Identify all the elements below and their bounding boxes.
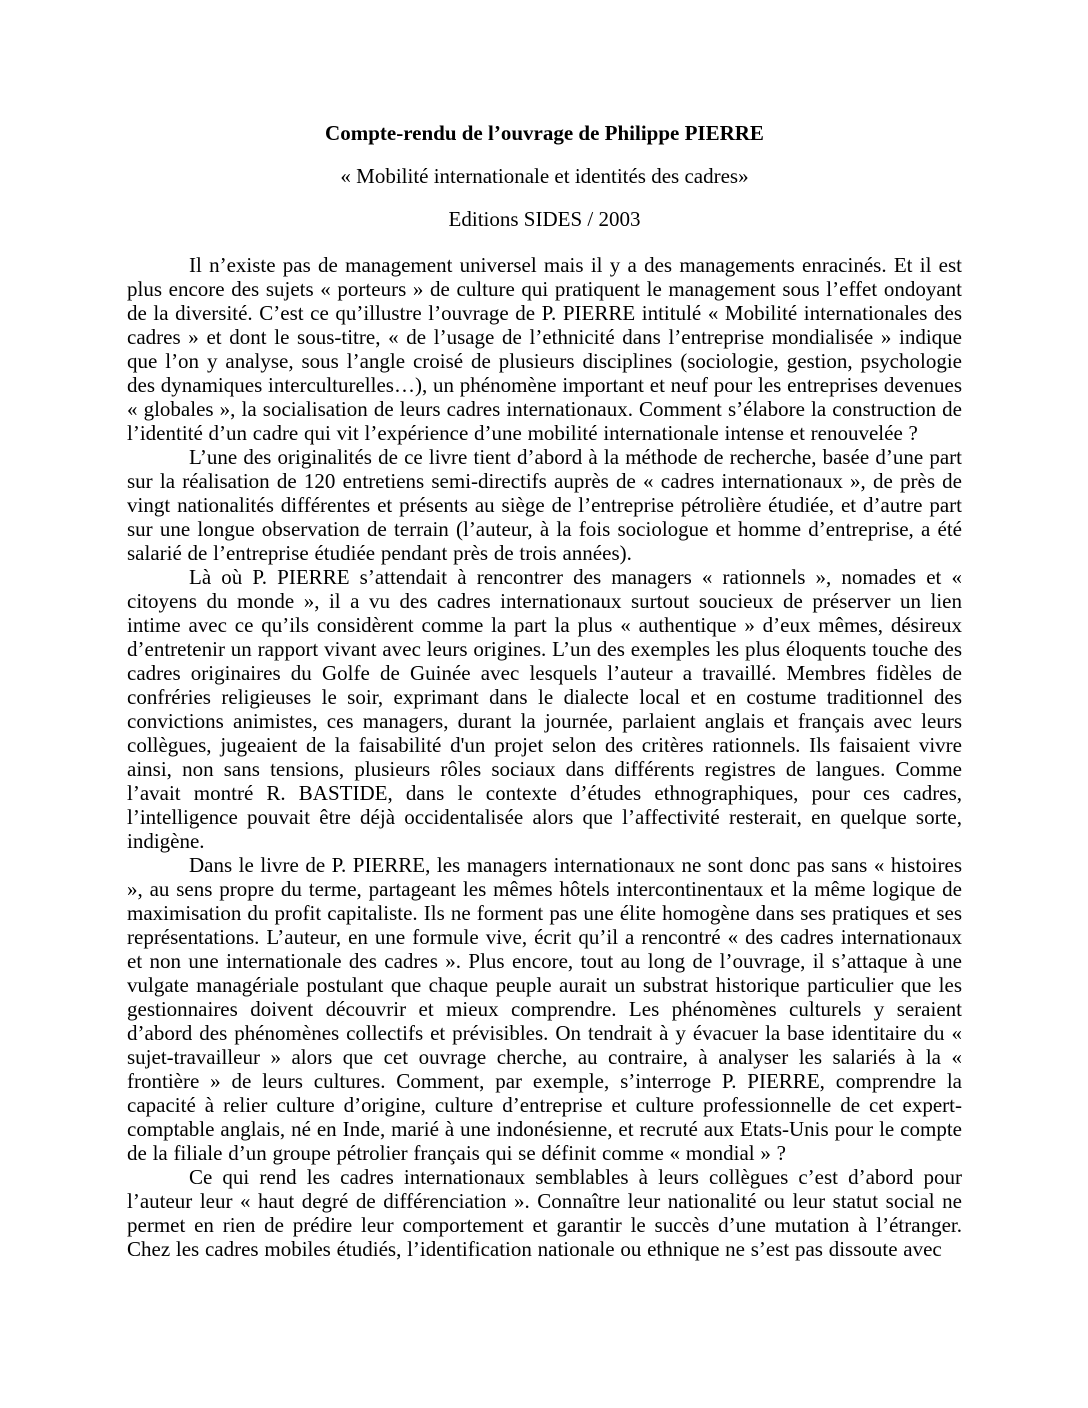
paragraph-4: Dans le livre de P. PIERRE, les managers internationaux ne sont donc pas sans « histoires », au sens propre du terme, partageant les mêmes hôtels intercontinentaux et la même logique de maximisation du profit capitaliste. Ils ne forment pas une élite homogène dans ses pratiques et ses représentations. L’auteur, en une formule vive, écrit qu’il a rencontré « des cadres internationaux et non une internationale des cadres ». Plus encore, tout au long de l’ouvrage, il s’attaque à une vulgate managériale postulant que chaque peuple aurait un substrat historique particulier que les gestionnaires doivent découvrir et mieux comprendre. Les phénomènes culturels y seraient d’abord des phénomènes collectifs et prévisibles. On tendrait à y évacuer la base identitaire du « sujet-travailleur » alors que cet ouvrage cherche, au contraire, à analyser les salariés à la « frontière » de leurs cultures. Comment, par exemple, s’interroge P. PIERRE, comprendre la capacité à relier culture d’origine, culture d’entreprise et culture professionnelle de cet expert-comptable anglais, né en Inde, marié à une indonésienne, et recruté aux Etats-Unis pour le compte de la filiale d’un groupe pétrolier français qui se définit comme « mondial » ? (127, 853, 962, 1165)
edition-line: Editions SIDES / 2003 (448, 207, 641, 231)
document-subtitle: « Mobilité internationale et identités des cadres» (340, 164, 749, 188)
document-title: Compte-rendu de l’ouvrage de Philippe PIERRE (325, 121, 764, 145)
paragraph-5: Ce qui rend les cadres internationaux semblables à leurs collègues c’est d’abord pour l’auteur leur « haut degré de différenciation ». Connaître leur nationalité ou leur statut social ne permet en rien de prédire leur comportement et garantir le succès d’une mutation à l’étranger. Chez les cadres mobiles étudiés, l’identification nationale ou ethnique ne s’est pas dissoute avec (127, 1165, 962, 1261)
paragraph-3: Là où P. PIERRE s’attendait à rencontrer des managers « rationnels », nomades et « citoyens du monde », il a vu des cadres internationaux surtout soucieux de préserver un lien intime avec ce qu’ils considèrent comme la part la plus « authentique » d’eux mêmes, désireux d’entretenir un rapport vivant avec leurs origines. L’un des exemples les plus éloquents touche des cadres originaires du Golfe de Guinée avec lesquels l’auteur a travaillé. Membres fidèles de confréries religieuses le soir, exprimant dans le dialecte local et en costume traditionnel des convictions animistes, ces managers, durant la journée, parlaient anglais et français avec leurs collègues, jugeaient de la faisabilité d'un projet selon des critères rationnels. Ils faisaient vivre ainsi, non sans tensions, plusieurs rôles sociaux dans différents registres de langues. Comme l’avait montré R. BASTIDE, dans le contexte d’études ethnographiques, pour ces cadres, l’intelligence pouvait être déjà occidentalisée alors que l’affectivité resterait, en quelque sorte, indigène. (127, 565, 962, 853)
paragraph-1: Il n’existe pas de management universel mais il y a des managements enracinés. Et il est plus encore des sujets « porteurs » de culture qui pratiquent le management sous l’effet ondoyant de la diversité. C’est ce qu’illustre l’ouvrage de P. PIERRE intitulé « Mobilité internationales des cadres » et dont le sous-titre, « de l’usage de l’ethnicité dans l’entreprise mondialisée » indique que l’on y analyse, sous l’angle croisé de plusieurs disciplines (sociologie, gestion, psychologie des dynamiques interculturelles…), un phénomène important et neuf pour les entreprises devenues « globales », la socialisation de leurs cadres internationaux. Comment s’élabore la construction de l’identité d’un cadre qui vit l’expérience d’une mobilité internationale intense et renouvelée ? (127, 253, 962, 445)
paragraph-2: L’une des originalités de ce livre tient d’abord à la méthode de recherche, basée d’une part sur la réalisation de 120 entretiens semi-directifs auprès de « cadres internationaux », de près de vingt nationalités différentes et présents au siège de l’entreprise pétrolière étudiée, et d’autre part sur une longue observation de terrain (l’auteur, à la fois sociologue et homme d’entreprise, a été salarié de l’entreprise étudiée pendant près de trois années). (127, 445, 962, 565)
